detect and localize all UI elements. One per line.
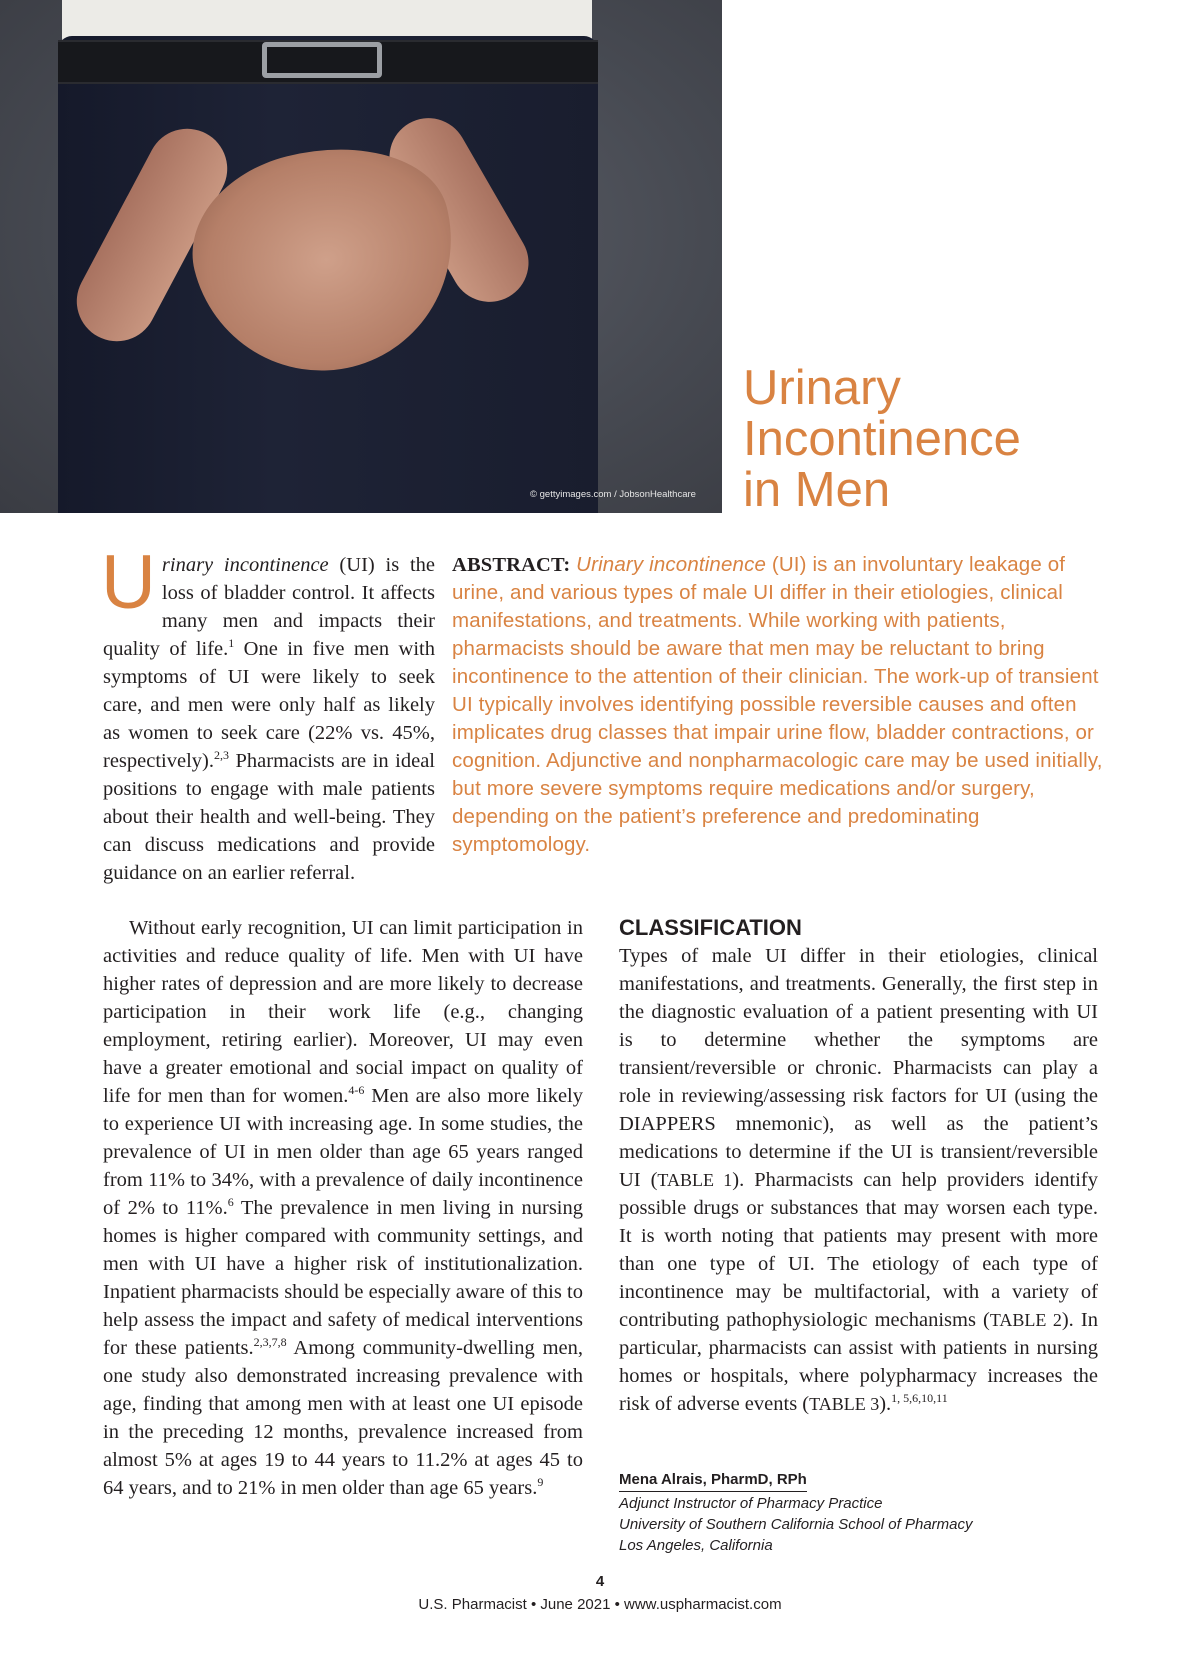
table-reference: TABLE 3 xyxy=(809,1394,880,1414)
reference-marker: 1 xyxy=(228,636,235,651)
abstract-text: (UI) is an involuntary leakage of urine, and various types of male UI differ in their etiologies, clinical manifestations, and treatments. While working with patients, pharmacists should be aware that men may be reluctant to bring incontinence to the attention of their clinician. The work-up of transient UI typically involves identifying possible reversible causes and often implicates drug classes that impair urine flow, bladder contractions, or cognition. Adjunctive and nonpharmacologic care may be used initially, but more severe symptoms require medications and/or surgery, depending on the patient’s preference and predominating symptomology. xyxy=(452,553,1103,856)
author-location: Los Angeles, California xyxy=(619,1537,773,1554)
article-title xyxy=(743,363,1183,516)
abstract-label: ABSTRACT: xyxy=(452,554,571,576)
photo-belt-buckle xyxy=(262,42,382,78)
author-institution: University of Southern California School of Pharmacy xyxy=(619,1516,973,1533)
page-number: 4 xyxy=(595,1573,605,1590)
lead-text: Pharmacists are in ideal positions to engage with male patients about their health and well-being. They can discuss medications and provide guidance on an earlier referral. xyxy=(103,750,435,884)
article-title-line: Urinary xyxy=(743,361,901,415)
hero-photo xyxy=(0,0,722,513)
section-heading-classification: CLASSIFICATION xyxy=(619,915,802,940)
reference-marker: 6 xyxy=(227,1195,234,1210)
body-text: ). In particular, pharmacists can assist with patients in nursing homes or hospitals, where polypharmacy increases the risk of adverse events ( xyxy=(619,1309,1098,1415)
drop-cap: U xyxy=(101,540,156,625)
lead-text: (UI) is the loss of bladder control. It affects many men and impacts their quality of life. xyxy=(103,554,435,660)
lead-paragraph xyxy=(101,540,435,887)
body-text: Types of male UI differ in their etiologies, clinical manifestations, and treatments. Generally, the first step in the diagnostic evaluation of a patient presenting with UI is to determine whether the symptoms are transient/reversible or chronic. Pharmacists can play a role in reviewing/assessing risk factors for UI (using the DIAPPERS mnemonic), as well as the patient’s medications to determine if the UI is transient/reversible UI ( xyxy=(619,945,1098,1191)
body-text: ). Pharmacists can help providers identify possible drugs or substances that may worsen each type. It is worth noting that patients may present with more than one type of UI. The etiology of each type of incontinence may be multifactorial, with a variety of contributing pathophysiologic mechanisms ( xyxy=(619,1169,1098,1331)
article-title-line: Incontinence xyxy=(743,412,1021,466)
table-reference: TABLE 1 xyxy=(657,1170,733,1190)
reference-marker: 2,3,7,8 xyxy=(253,1335,287,1350)
author-name: Mena Alrais, PharmD, RPh xyxy=(619,1469,807,1492)
author-title: Adjunct Instructor of Pharmacy Practice xyxy=(619,1495,883,1512)
article-title-line: in Men xyxy=(743,463,891,517)
body-text: The prevalence in men living in nursing homes is higher compared with community settings, and men with UI have a higher risk of institutionalization. Inpatient pharmacists should be especially aware of this to help assess the impact and safety of medical interventions for these patients. xyxy=(103,1197,583,1359)
body-text: ). xyxy=(879,1393,892,1415)
author-block xyxy=(619,1469,973,1556)
body-text: Without early recognition, UI can limit participation in activities and reduce quality of life. Men with UI have higher rates of depression and are more likely to decrease participation in their work life (e.g., changing employment, retiring earlier). Moreover, UI may even have a greater emotional and social impact on quality of life for men than for women. xyxy=(103,917,583,1107)
reference-marker: 9 xyxy=(537,1475,544,1490)
body-paragraph xyxy=(103,914,583,1502)
reference-marker: 2,3 xyxy=(214,748,229,763)
body-text: Among community-dwelling men, one study also demonstrated increasing prevalence with age, finding that among men with at least one UI episode in the preceding 12 months, prevalence increased from almost 5% at ages 19 to 44 years to 11.2% at ages 45 to 64 years, and to 21% in men older than age 65 years. xyxy=(103,1337,583,1499)
classification-paragraph xyxy=(619,942,1098,1418)
lead-text: One in five men with symptoms of UI were likely to seek care, and men were only half as likely as women to seek care (22% vs. 45%, respectively). xyxy=(103,638,435,772)
photo-credit: © gettyimages.com / JobsonHealthcare xyxy=(530,489,696,500)
lead-term: rinary incontinence xyxy=(161,554,329,576)
abstract xyxy=(452,551,1107,859)
reference-marker: 4-6 xyxy=(348,1083,365,1098)
body-text: Men are also more likely to experience UI with increasing age. In some studies, the prevalence of UI in men older than age 65 years ranged from 11% to 34%, with a prevalence of daily incontinence of 2% to 11%. xyxy=(103,1085,583,1219)
table-reference: TABLE 2 xyxy=(989,1310,1062,1330)
page-footer: U.S. Pharmacist • June 2021 • www.uspharmacist.com xyxy=(418,1596,782,1613)
abstract-term: Urinary incontinence xyxy=(576,553,767,576)
reference-marker: 1, 5,6,10,11 xyxy=(891,1391,948,1406)
